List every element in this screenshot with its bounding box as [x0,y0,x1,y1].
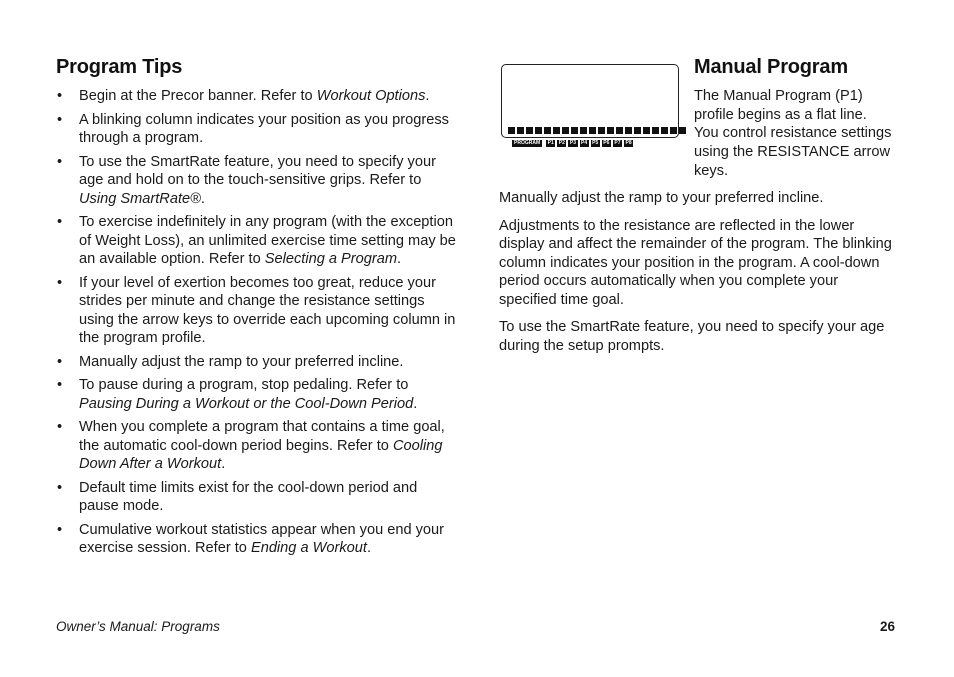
body-paragraph: To use the SmartRate feature, you need to specify your age during the setup prompts. [499,319,885,354]
lcd-profile-column [679,127,686,134]
lcd-profile-p4: P4 [581,140,588,146]
lcd-profile-column [544,127,551,134]
lcd-profile-columns [508,127,686,134]
tip-item: • Manually adjust the ramp to your preferred incline. [56,353,456,372]
lcd-profile-column [571,127,578,134]
lcd-profile-column [580,127,587,134]
tip-item: • A blinking column indicates your position as you progress through a program. [56,111,456,148]
lcd-profile-column [517,127,524,134]
footer-title: Owner’s Manual: Programs [56,619,220,634]
tip-item: • When you complete a program that contains a time goal, the automatic cool-down period begins. Refer to Cooling Down After a Workout. [56,418,456,474]
tip-item: • Cumulative workout statistics appear when you end your exercise session. Refer to Ending a Workout. [56,521,456,558]
lcd-profile-p6: P6 [603,140,610,146]
lcd-profile-column [607,127,614,134]
lcd-profile-column [661,127,668,134]
lcd-profile-p8: P8 [625,140,632,146]
lcd-profile-column [508,127,515,134]
tip-item: • Default time limits exist for the cool-down period and pause mode. [56,479,456,516]
tip-item: • If your level of exertion becomes too great, reduce your strides per minute and change the resistance settings using the arrow keys to override each upcoming column in the program profile. [56,274,456,348]
lcd-profile-p5: P5 [592,140,599,146]
manual-program-heading: Manual Program [694,56,848,78]
tip-item: • To pause during a program, stop pedaling. Refer to Pausing During a Workout or the Cool-Down Period. [56,376,456,413]
lcd-profile-column [625,127,632,134]
page-number: 26 [880,619,896,634]
lcd-profile-p3: P3 [569,140,576,146]
lcd-profile-p7: P7 [614,140,621,146]
lcd-profile-column [616,127,623,134]
lcd-profile-column [535,127,542,134]
body-paragraph: Manually adjust the ramp to your preferred incline. [499,190,824,206]
lcd-profile-column [598,127,605,134]
lcd-profile-column [652,127,659,134]
tip-item: • To exercise indefinitely in any program (with the exception of Weight Loss), an unlimited exercise time setting may be an available option. Refer to Selecting a Program. [56,213,456,269]
lcd-profile-column [553,127,560,134]
program-tips-heading: Program Tips [56,56,183,78]
manual-program-body [499,189,899,364]
lcd-profile-column [589,127,596,134]
lcd-profile-column [562,127,569,134]
lcd-program-label: PROGRAM [514,140,541,146]
manual-program-intro-text: The Manual Program (P1) profile begins as a flat line. You control resistance settings using the RESISTANCE arrow keys. [694,88,892,179]
lcd-profile-labels [512,140,633,147]
lcd-profile-column [634,127,641,134]
lcd-profile-column [670,127,677,134]
lcd-profile-p1: P1 [547,140,554,146]
program-tips-section [56,56,456,563]
program-tips-list [56,87,456,558]
tip-item: • Begin at the Precor banner. Refer to Workout Options. [56,87,456,106]
manual-program-intro [694,56,894,181]
lcd-profile-p2: P2 [558,140,565,146]
lcd-profile-column [643,127,650,134]
lcd-display [501,64,679,138]
lcd-profile-column [526,127,533,134]
body-paragraph: Adjustments to the resistance are reflected in the lower display and affect the remainder of the program. The blinking column indicates your position in the program. A cool-down period occurs automatically when you complete your specified time goal. [499,217,892,308]
program-profile-illustration [499,64,681,156]
tip-item: • To use the SmartRate feature, you need to specify your age and hold on to the touch-sensitive grips. Refer to Using SmartRate®. [56,153,456,209]
